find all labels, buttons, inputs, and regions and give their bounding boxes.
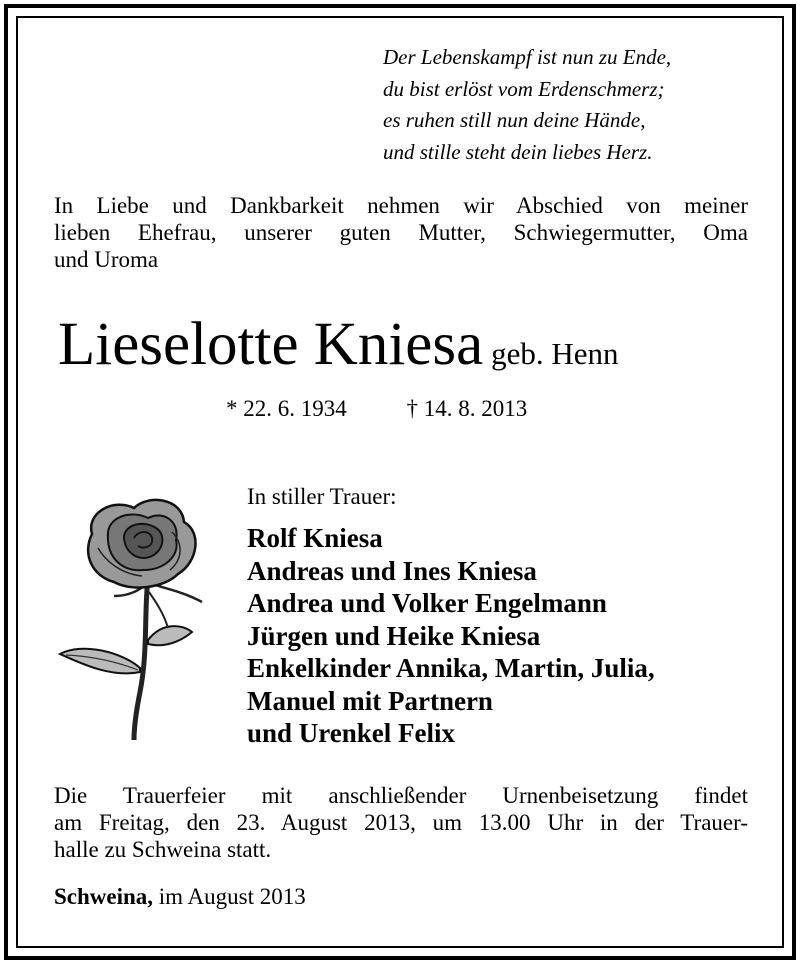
mourner-name: und Urenkel Felix (247, 718, 456, 748)
mourning-label: In stiller Trauer: (247, 484, 397, 509)
mourner-name: Rolf Kniesa (247, 523, 383, 553)
birth-name: geb. Henn (491, 336, 619, 371)
deceased-name (58, 310, 619, 380)
poem-line: es ruhen still nun deine Hände, (383, 108, 646, 132)
intro-text (54, 192, 748, 273)
intro-line: In Liebe und Dankbarkeit nehmen wir Abschied von meiner (54, 193, 748, 218)
mourner-name: Andreas und Ines Kniesa (247, 555, 537, 586)
funeral-notice (54, 782, 748, 863)
poem-line: Der Lebenskampf ist nun zu Ende, (383, 45, 672, 69)
closing-date: im August 2013 (158, 884, 306, 909)
funeral-line: am Freitag, den 23. August 2013, um 13.00 Uhr in der Trauer- (54, 810, 748, 835)
closing-place: Schweina, (54, 884, 154, 909)
deceased-full-name: Lieselotte Kniesa (58, 311, 484, 378)
mourner-list (247, 522, 655, 750)
birth-date: * 22. 6. 1934 (226, 396, 347, 421)
funeral-line: halle zu Schweina statt. (54, 837, 272, 862)
intro-line: lieben Ehefrau, unserer guten Mutter, Schwiegermutter, Oma (54, 220, 748, 245)
closing-line (54, 884, 306, 910)
life-dates (226, 396, 527, 422)
mourner-name: Andrea und Volker Engelmann (247, 588, 607, 618)
intro-line: und Uroma (54, 247, 159, 272)
mourner-name: Manuel mit Partnern (247, 685, 493, 716)
death-date: † 14. 8. 2013 (406, 396, 528, 421)
poem (383, 42, 763, 168)
funeral-line: Die Trauerfeier mit anschließender Urnenbeisetzung findet (54, 783, 748, 808)
mourner-name: Enkelkinder Annika, Martin, Julia, (247, 653, 655, 683)
poem-line: du bist erlöst vom Erdenschmerz; (383, 76, 665, 101)
mourner-name: Jürgen und Heike Kniesa (247, 620, 541, 651)
rose-icon (52, 492, 222, 742)
poem-line: und stille steht dein liebes Herz. (383, 139, 653, 164)
